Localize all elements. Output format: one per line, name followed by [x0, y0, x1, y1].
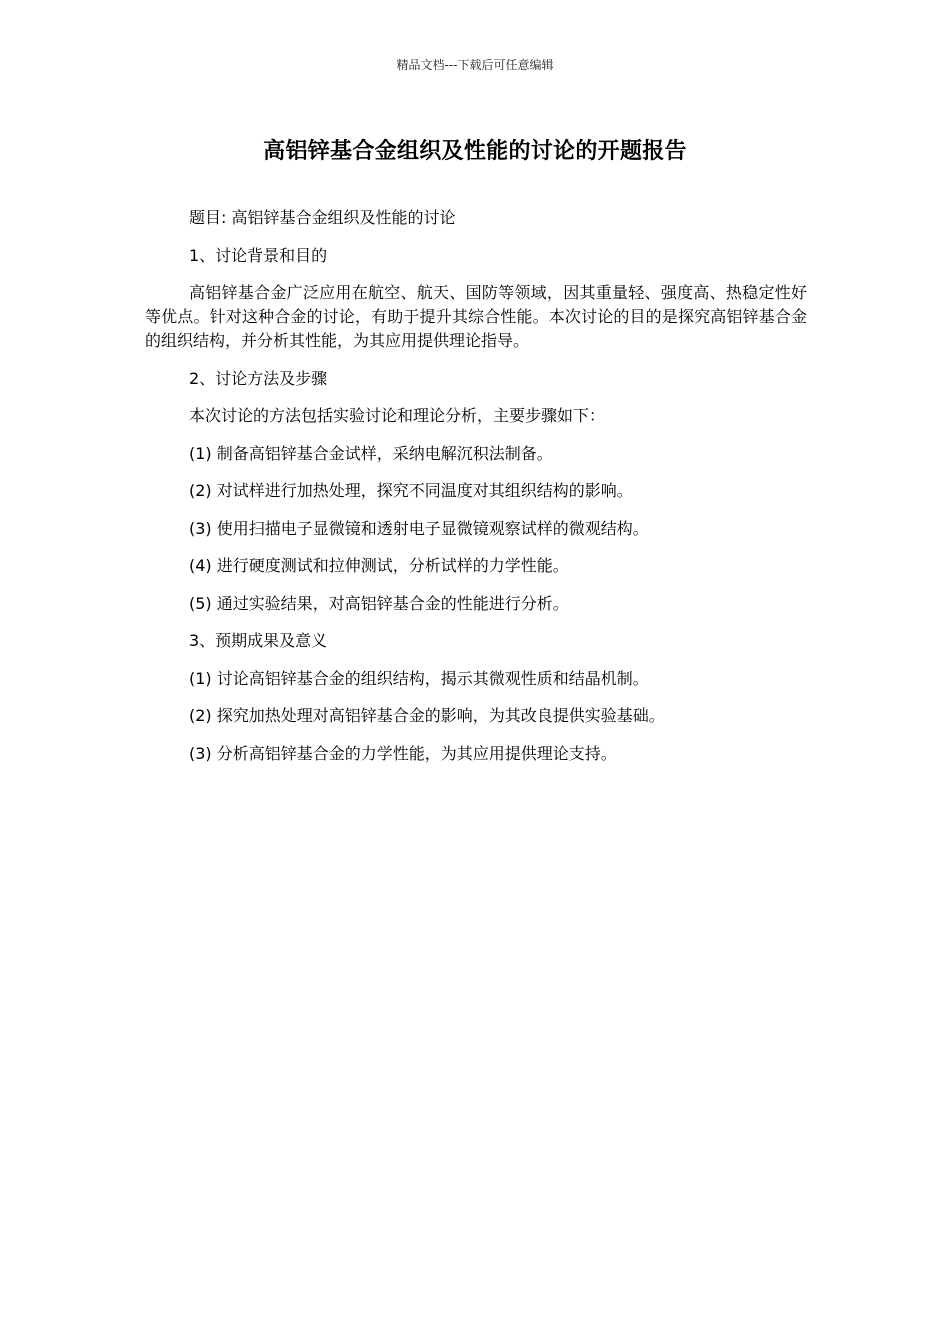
document-title: 高铝锌基合金组织及性能的讨论的开题报告 [263, 139, 687, 164]
method-step-3: (3) 使用扫描电子显微镜和透射电子显微镜观察试样的微观结构。 [189, 518, 649, 538]
method-step-4: (4) 进行硬度测试和拉伸测试，分析试样的力学性能。 [189, 556, 569, 575]
method-step-5: (5) 通过实验结果，对高铝锌基合金的性能进行分析。 [189, 593, 569, 613]
page-header: 精品文档---下载后可任意编辑 [396, 58, 554, 72]
method-step-1: (1) 制备高铝锌基合金试样，采纳电解沉积法制备。 [189, 443, 553, 463]
document-body [145, 206, 807, 779]
section-heading-method: 2、讨论方法及步骤 [189, 368, 328, 388]
background-paragraph: 高铝锌基合金广泛应用在航空、航天、国防等领域，因其重量轻、强度高、热稳定性好等优点。针对这种合金的讨论，有助于提升其综合性能。本次讨论的目的是探究高铝锌基合金的组织结构，并分析其性能，为其应用提供理论指导。 [145, 283, 807, 350]
outcome-2: (2) 探究加热处理对高铝锌基合金的影响，为其改良提供实验基础。 [189, 706, 665, 725]
section-heading-outcomes: 3、预期成果及意义 [189, 631, 328, 650]
topic-line: 题目: 高铝锌基合金组织及性能的讨论 [189, 208, 456, 227]
method-step-2: (2) 对试样进行加热处理，探究不同温度对其组织结构的影响。 [189, 481, 633, 500]
outcome-1: (1) 讨论高铝锌基合金的组织结构，揭示其微观性质和结晶机制。 [189, 668, 649, 688]
section-heading-background: 1、讨论背景和目的 [189, 245, 328, 265]
method-intro: 本次讨论的方法包括实验讨论和理论分析，主要步骤如下： [189, 406, 606, 425]
outcome-3: (3) 分析高铝锌基合金的力学性能，为其应用提供理论支持。 [189, 743, 617, 763]
